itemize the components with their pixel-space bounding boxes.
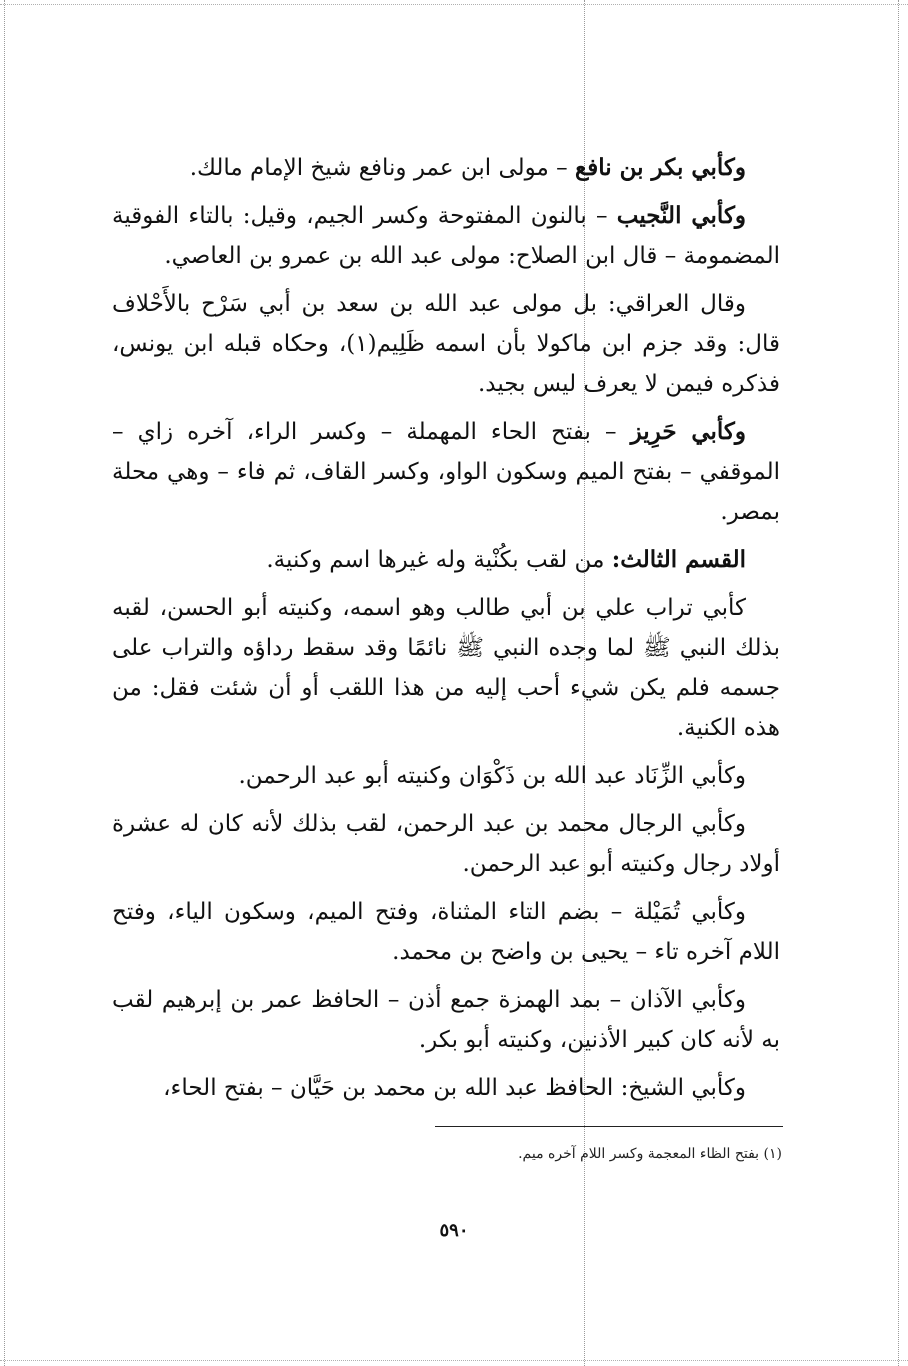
paragraph-text: من لقب بكُنْية وله غيرها اسم وكنية. xyxy=(266,547,612,573)
paragraph-text: وكأبي الزِّنَاد عبد الله بن ذَكْوَان وكنيته أبو عبد الرحمن. xyxy=(238,763,746,789)
paragraph-text: وقال العراقي: بل مولى عبد الله بن سعد بن أبي سَرْح بالأَحْلاف قال: وقد جزم ابن ماكولا بأن اسمه ظَلِيم(١)، وحكاه قبله ابن يونس، فذكره فيمن لا يعرف ليس بجيد. xyxy=(112,291,780,397)
paragraph-lead: وكأبي بكر بن نافع xyxy=(574,154,746,181)
paragraph xyxy=(112,980,780,1060)
paragraph xyxy=(112,804,780,884)
paragraph xyxy=(112,588,780,748)
paragraph-lead: وكأبي حَرِيز xyxy=(630,418,746,445)
section-heading xyxy=(112,540,780,580)
paragraph xyxy=(112,1068,780,1108)
guide-line-bottom xyxy=(0,1360,908,1361)
paragraph-text: وكأبي الآذان – بمد الهمزة جمع أذن – الحافظ عمر بن إبرهيم لقب به لأنه كان كبير الأذنين، وكنيته أبو بكر. xyxy=(112,987,780,1053)
paragraph xyxy=(112,412,780,532)
footnote-divider xyxy=(435,1126,783,1127)
paragraph-text: – مولى ابن عمر ونافع شيخ الإمام مالك. xyxy=(189,155,575,181)
paragraph-lead: القسم الثالث: xyxy=(611,546,746,573)
paragraph xyxy=(112,196,780,276)
paragraph-text: وكأبي الرجال محمد بن عبد الرحمن، لقب بذلك لأنه كان له عشرة أولاد رجال وكنيته أبو عبد الرحمن. xyxy=(112,811,780,877)
paragraph-text: كأبي تراب علي بن أبي طالب وهو اسمه، وكنيته أبو الحسن، لقبه بذلك النبي ﷺ لما وجده النبي ﷺ نائمًا وقد سقط رداؤه والتراب على جسمه فلم يكن شيء أحب إليه من هذا اللقب أو أن شئت فقل: من هذه الكنية. xyxy=(112,595,780,741)
footnote: (١) بفتح الظاء المعجمة وكسر اللام آخره ميم. xyxy=(518,1146,782,1162)
paragraph xyxy=(112,756,780,796)
guide-line-left xyxy=(4,0,5,1366)
paragraph xyxy=(112,892,780,972)
guide-line-top xyxy=(0,4,908,5)
paragraph-text: وكأبي الشيخ: الحافظ عبد الله بن محمد بن حَيَّان – بفتح الحاء، xyxy=(163,1075,746,1101)
main-text xyxy=(112,148,780,1116)
paragraph-lead: وكأبي النَّجيب xyxy=(616,202,746,229)
paragraph xyxy=(112,148,780,188)
paragraph xyxy=(112,284,780,404)
paragraph-text: وكأبي تُمَيْلة – بضم التاء المثناة، وفتح الميم، وسكون الياء، وفتح اللام آخره تاء – يحيى بن واضح بن محمد. xyxy=(112,899,780,965)
paragraph-text: – بفتح الحاء المهملة – وكسر الراء، آخره زاي – الموقفي – بفتح الميم وسكون الواو، وكسر القاف، ثم فاء – وهي محلة بمصر. xyxy=(112,419,780,525)
paragraph-text: – بالنون المفتوحة وكسر الجيم، وقيل: بالتاء الفوقية المضمومة – قال ابن الصلاح: مولى عبد الله بن عمرو بن العاصي. xyxy=(112,203,780,269)
guide-line-right xyxy=(898,0,899,1366)
page-number: ٥٩٠ xyxy=(439,1220,469,1241)
